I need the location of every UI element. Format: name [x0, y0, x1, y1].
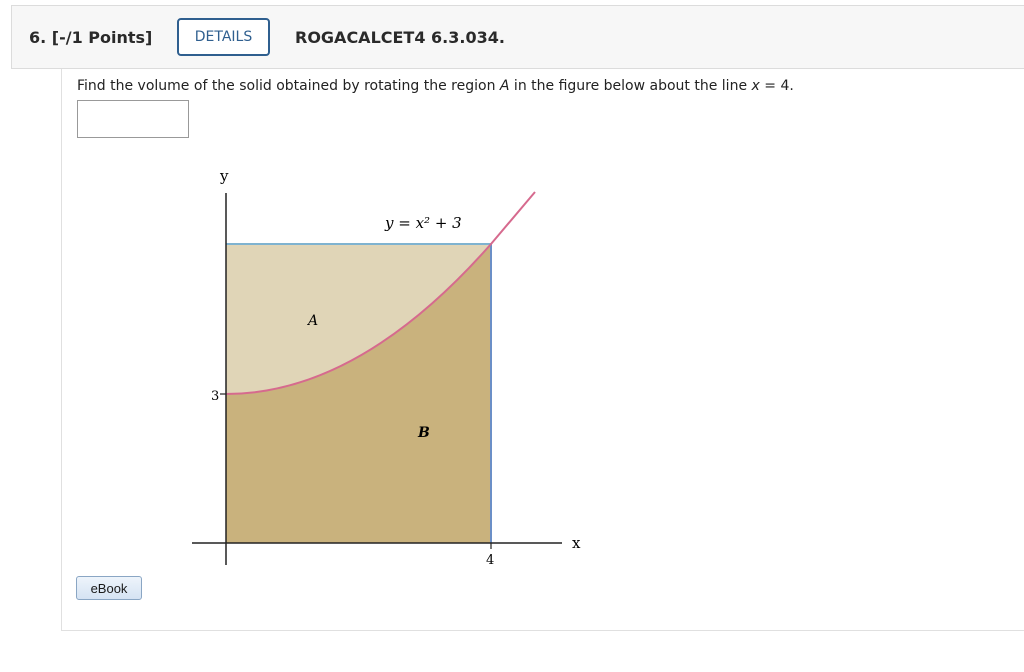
question-number: 6. [-/1 Points]	[29, 28, 153, 47]
x-axis-label: x	[572, 534, 581, 552]
x-tick-label: 4	[486, 553, 495, 568]
question-header	[11, 5, 1024, 69]
region-name: A	[499, 78, 510, 94]
region-a-label: A	[308, 313, 319, 329]
region-figure	[62, 69, 1024, 631]
problem-code: ROGACALCET4 6.3.034.	[295, 28, 505, 47]
y-axis-label: y	[220, 167, 229, 185]
question-text-middle: in the figure below about the line	[509, 78, 752, 94]
line-equation: = 4.	[759, 78, 794, 94]
question-text-before: Find the volume of the solid obtained by rotating the region	[77, 78, 500, 94]
y-tick-label: 3	[211, 389, 220, 404]
region-b-label: B	[418, 425, 430, 441]
ebook-button[interactable]: eBook	[76, 576, 142, 600]
question-content	[61, 69, 1024, 631]
details-button[interactable]: DETAILS	[177, 18, 270, 56]
line-variable: x	[751, 78, 760, 94]
curve-label: y = x² + 3	[385, 214, 462, 232]
